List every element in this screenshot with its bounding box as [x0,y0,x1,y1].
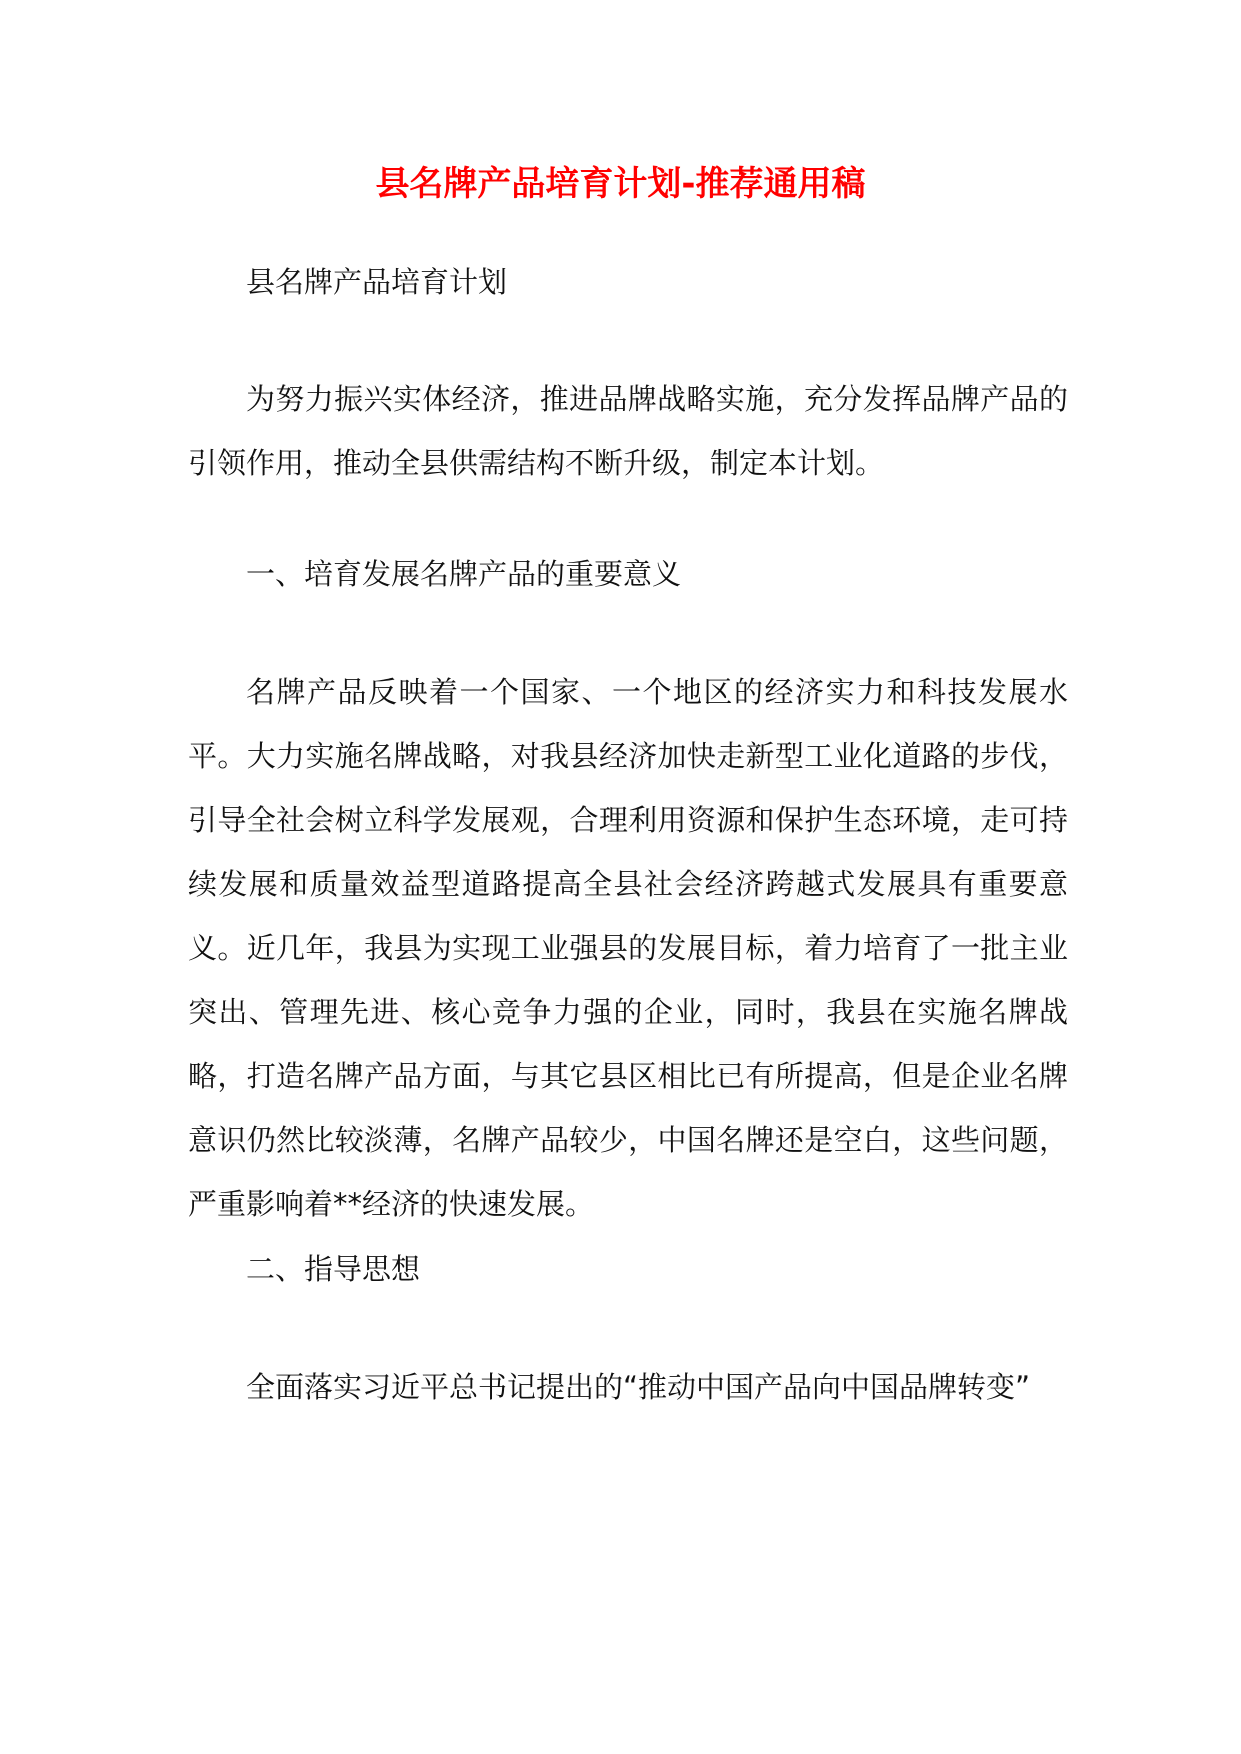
section-1-paragraph: 名牌产品反映着一个国家、一个地区的经济实力和科技发展水平。大力实施名牌战略，对我县经济加快走新型工业化道路的步伐，引导全社会树立科学发展观，合理利用资源和保护生态环境，走可持续发展和质量效益型道路提高全县社会经济跨越式发展具有重要意义。近几年，我县为实现工业强县的发展目标，着力培育了一批主业突出、管理先进、核心竞争力强的企业，同时，我县在实施名牌战略，打造名牌产品方面，与其它县区相比已有所提高，但是企业名牌意识仍然比较淡薄，名牌产品较少，中国名牌还是空白，这些问题，严重影响着**经济的快速发展。 [188,675,1068,1221]
section-2-heading: 二、指导思想 [246,1252,421,1286]
intro-paragraph: 为努力振兴实体经济，推进品牌战略实施，充分发挥品牌产品的引领作用，推动全县供需结构不断升级，制定本计划。 [188,382,1068,480]
section-2-paragraph: 全面落实习近平总书记提出的“推动中国产品向中国品牌转变” [246,1370,1031,1404]
document-subtitle: 县名牌产品培育计划 [246,265,508,299]
section-1-heading: 一、培育发展名牌产品的重要意义 [246,557,682,591]
document-title: 县名牌产品培育计划-推荐通用稿 [375,164,866,204]
